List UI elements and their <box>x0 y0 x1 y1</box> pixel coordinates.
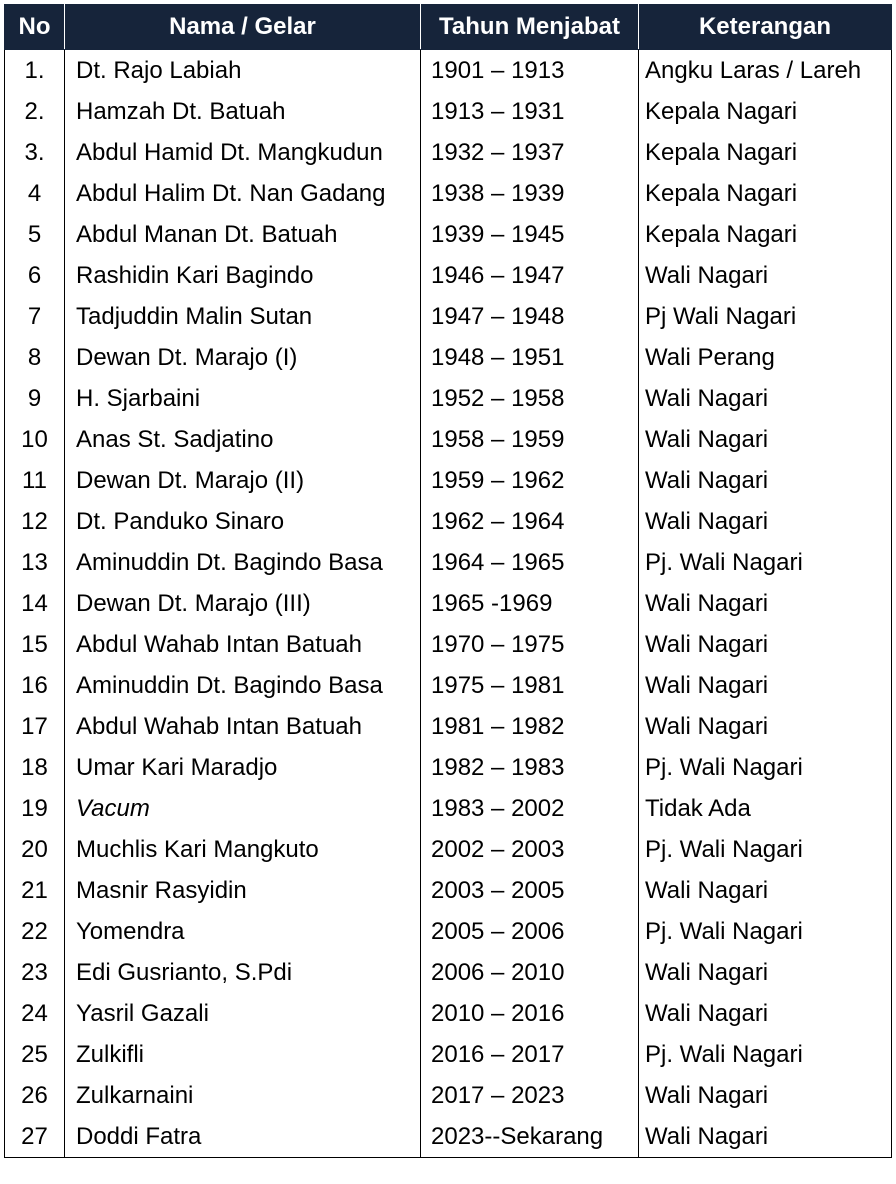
cell-years: 1958 – 1959 <box>421 419 639 460</box>
cell-no: 15 <box>5 624 65 665</box>
table-row <box>5 214 892 255</box>
table-row <box>5 993 892 1034</box>
cell-note: Wali Nagari <box>639 952 892 993</box>
cell-name: Tadjuddin Malin Sutan <box>65 296 421 337</box>
cell-years: 2005 – 2006 <box>421 911 639 952</box>
cell-years: 1975 – 1981 <box>421 665 639 706</box>
cell-years: 2023--Sekarang <box>421 1116 639 1158</box>
cell-note: Wali Nagari <box>639 460 892 501</box>
cell-name: Abdul Wahab Intan Batuah <box>65 624 421 665</box>
cell-name: Aminuddin Dt. Bagindo Basa <box>65 542 421 583</box>
cell-no: 12 <box>5 501 65 542</box>
cell-no: 3. <box>5 132 65 173</box>
cell-no: 25 <box>5 1034 65 1075</box>
table-row <box>5 952 892 993</box>
cell-years: 1962 – 1964 <box>421 501 639 542</box>
cell-name: Abdul Hamid Dt. Mangkudun <box>65 132 421 173</box>
column-header-no: No <box>5 5 65 50</box>
cell-note: Wali Nagari <box>639 870 892 911</box>
column-header-name: Nama / Gelar <box>65 5 421 50</box>
cell-no: 1. <box>5 50 65 92</box>
cell-name: Dt. Rajo Labiah <box>65 50 421 92</box>
cell-no: 11 <box>5 460 65 501</box>
table-row <box>5 1075 892 1116</box>
cell-years: 1948 – 1951 <box>421 337 639 378</box>
cell-no: 9 <box>5 378 65 419</box>
cell-years: 1964 – 1965 <box>421 542 639 583</box>
cell-name: Dewan Dt. Marajo (III) <box>65 583 421 624</box>
cell-name: Doddi Fatra <box>65 1116 421 1158</box>
table-row <box>5 337 892 378</box>
cell-years: 2016 – 2017 <box>421 1034 639 1075</box>
cell-note: Kepala Nagari <box>639 173 892 214</box>
table-row <box>5 1034 892 1075</box>
table-body <box>5 50 892 1158</box>
table-row <box>5 132 892 173</box>
table-row <box>5 173 892 214</box>
cell-note: Wali Nagari <box>639 624 892 665</box>
cell-note: Kepala Nagari <box>639 132 892 173</box>
cell-no: 8 <box>5 337 65 378</box>
cell-note: Kepala Nagari <box>639 91 892 132</box>
table-row <box>5 747 892 788</box>
cell-note: Wali Nagari <box>639 255 892 296</box>
cell-note: Wali Nagari <box>639 501 892 542</box>
cell-no: 20 <box>5 829 65 870</box>
table-row <box>5 501 892 542</box>
cell-years: 2010 – 2016 <box>421 993 639 1034</box>
cell-name: Aminuddin Dt. Bagindo Basa <box>65 665 421 706</box>
table-row <box>5 378 892 419</box>
table-row <box>5 665 892 706</box>
cell-note: Wali Nagari <box>639 583 892 624</box>
table-row <box>5 91 892 132</box>
cell-name: Yomendra <box>65 911 421 952</box>
cell-years: 1981 – 1982 <box>421 706 639 747</box>
cell-name: Edi Gusrianto, S.Pdi <box>65 952 421 993</box>
cell-name: Rashidin Kari Bagindo <box>65 255 421 296</box>
cell-note: Wali Nagari <box>639 665 892 706</box>
cell-note: Kepala Nagari <box>639 214 892 255</box>
cell-name: Zulkarnaini <box>65 1075 421 1116</box>
cell-note: Pj Wali Nagari <box>639 296 892 337</box>
cell-no: 10 <box>5 419 65 460</box>
cell-note: Pj. Wali Nagari <box>639 911 892 952</box>
table-row <box>5 624 892 665</box>
cell-name: Abdul Wahab Intan Batuah <box>65 706 421 747</box>
cell-years: 1946 – 1947 <box>421 255 639 296</box>
cell-name: Umar Kari Maradjo <box>65 747 421 788</box>
table-row <box>5 542 892 583</box>
cell-years: 1913 – 1931 <box>421 91 639 132</box>
cell-no: 27 <box>5 1116 65 1158</box>
table-row <box>5 50 892 92</box>
cell-note: Pj. Wali Nagari <box>639 1034 892 1075</box>
cell-name: Vacum <box>65 788 421 829</box>
cell-no: 26 <box>5 1075 65 1116</box>
cell-years: 1970 – 1975 <box>421 624 639 665</box>
cell-note: Wali Nagari <box>639 706 892 747</box>
table-row <box>5 419 892 460</box>
cell-note: Wali Perang <box>639 337 892 378</box>
cell-name: H. Sjarbaini <box>65 378 421 419</box>
cell-no: 4 <box>5 173 65 214</box>
cell-name: Abdul Halim Dt. Nan Gadang <box>65 173 421 214</box>
cell-years: 2017 – 2023 <box>421 1075 639 1116</box>
table-row <box>5 460 892 501</box>
cell-name: Dt. Panduko Sinaro <box>65 501 421 542</box>
table-row <box>5 788 892 829</box>
table-row <box>5 255 892 296</box>
cell-note: Wali Nagari <box>639 1075 892 1116</box>
table-row <box>5 911 892 952</box>
cell-no: 18 <box>5 747 65 788</box>
cell-years: 1939 – 1945 <box>421 214 639 255</box>
cell-no: 14 <box>5 583 65 624</box>
cell-years: 1983 – 2002 <box>421 788 639 829</box>
cell-no: 7 <box>5 296 65 337</box>
cell-no: 24 <box>5 993 65 1034</box>
table-row <box>5 583 892 624</box>
cell-no: 22 <box>5 911 65 952</box>
cell-note: Wali Nagari <box>639 378 892 419</box>
cell-note: Wali Nagari <box>639 1116 892 1158</box>
cell-no: 23 <box>5 952 65 993</box>
cell-years: 1938 – 1939 <box>421 173 639 214</box>
cell-years: 1947 – 1948 <box>421 296 639 337</box>
cell-note: Wali Nagari <box>639 419 892 460</box>
table-row <box>5 706 892 747</box>
cell-no: 21 <box>5 870 65 911</box>
cell-name: Dewan Dt. Marajo (I) <box>65 337 421 378</box>
header-row <box>5 5 892 50</box>
cell-name: Anas St. Sadjatino <box>65 419 421 460</box>
column-header-note: Keterangan <box>639 5 892 50</box>
cell-years: 1965 -1969 <box>421 583 639 624</box>
cell-years: 2006 – 2010 <box>421 952 639 993</box>
cell-name: Hamzah Dt. Batuah <box>65 91 421 132</box>
table-row <box>5 829 892 870</box>
cell-no: 19 <box>5 788 65 829</box>
column-header-years: Tahun Menjabat <box>421 5 639 50</box>
cell-years: 1901 – 1913 <box>421 50 639 92</box>
cell-note: Pj. Wali Nagari <box>639 747 892 788</box>
cell-note: Angku Laras / Lareh <box>639 50 892 92</box>
cell-name: Zulkifli <box>65 1034 421 1075</box>
cell-years: 1959 – 1962 <box>421 460 639 501</box>
cell-note: Pj. Wali Nagari <box>639 829 892 870</box>
cell-note: Pj. Wali Nagari <box>639 542 892 583</box>
wali-nagari-table <box>4 4 892 1158</box>
cell-years: 1932 – 1937 <box>421 132 639 173</box>
cell-no: 13 <box>5 542 65 583</box>
table-row <box>5 1116 892 1158</box>
cell-note: Wali Nagari <box>639 993 892 1034</box>
cell-years: 1952 – 1958 <box>421 378 639 419</box>
cell-no: 16 <box>5 665 65 706</box>
table-row <box>5 870 892 911</box>
cell-name: Yasril Gazali <box>65 993 421 1034</box>
cell-name: Masnir Rasyidin <box>65 870 421 911</box>
cell-years: 2002 – 2003 <box>421 829 639 870</box>
cell-years: 2003 – 2005 <box>421 870 639 911</box>
cell-no: 5 <box>5 214 65 255</box>
table-row <box>5 296 892 337</box>
cell-no: 17 <box>5 706 65 747</box>
cell-name: Muchlis Kari Mangkuto <box>65 829 421 870</box>
cell-name: Dewan Dt. Marajo (II) <box>65 460 421 501</box>
cell-no: 6 <box>5 255 65 296</box>
cell-note: Tidak Ada <box>639 788 892 829</box>
cell-name: Abdul Manan Dt. Batuah <box>65 214 421 255</box>
cell-no: 2. <box>5 91 65 132</box>
cell-years: 1982 – 1983 <box>421 747 639 788</box>
